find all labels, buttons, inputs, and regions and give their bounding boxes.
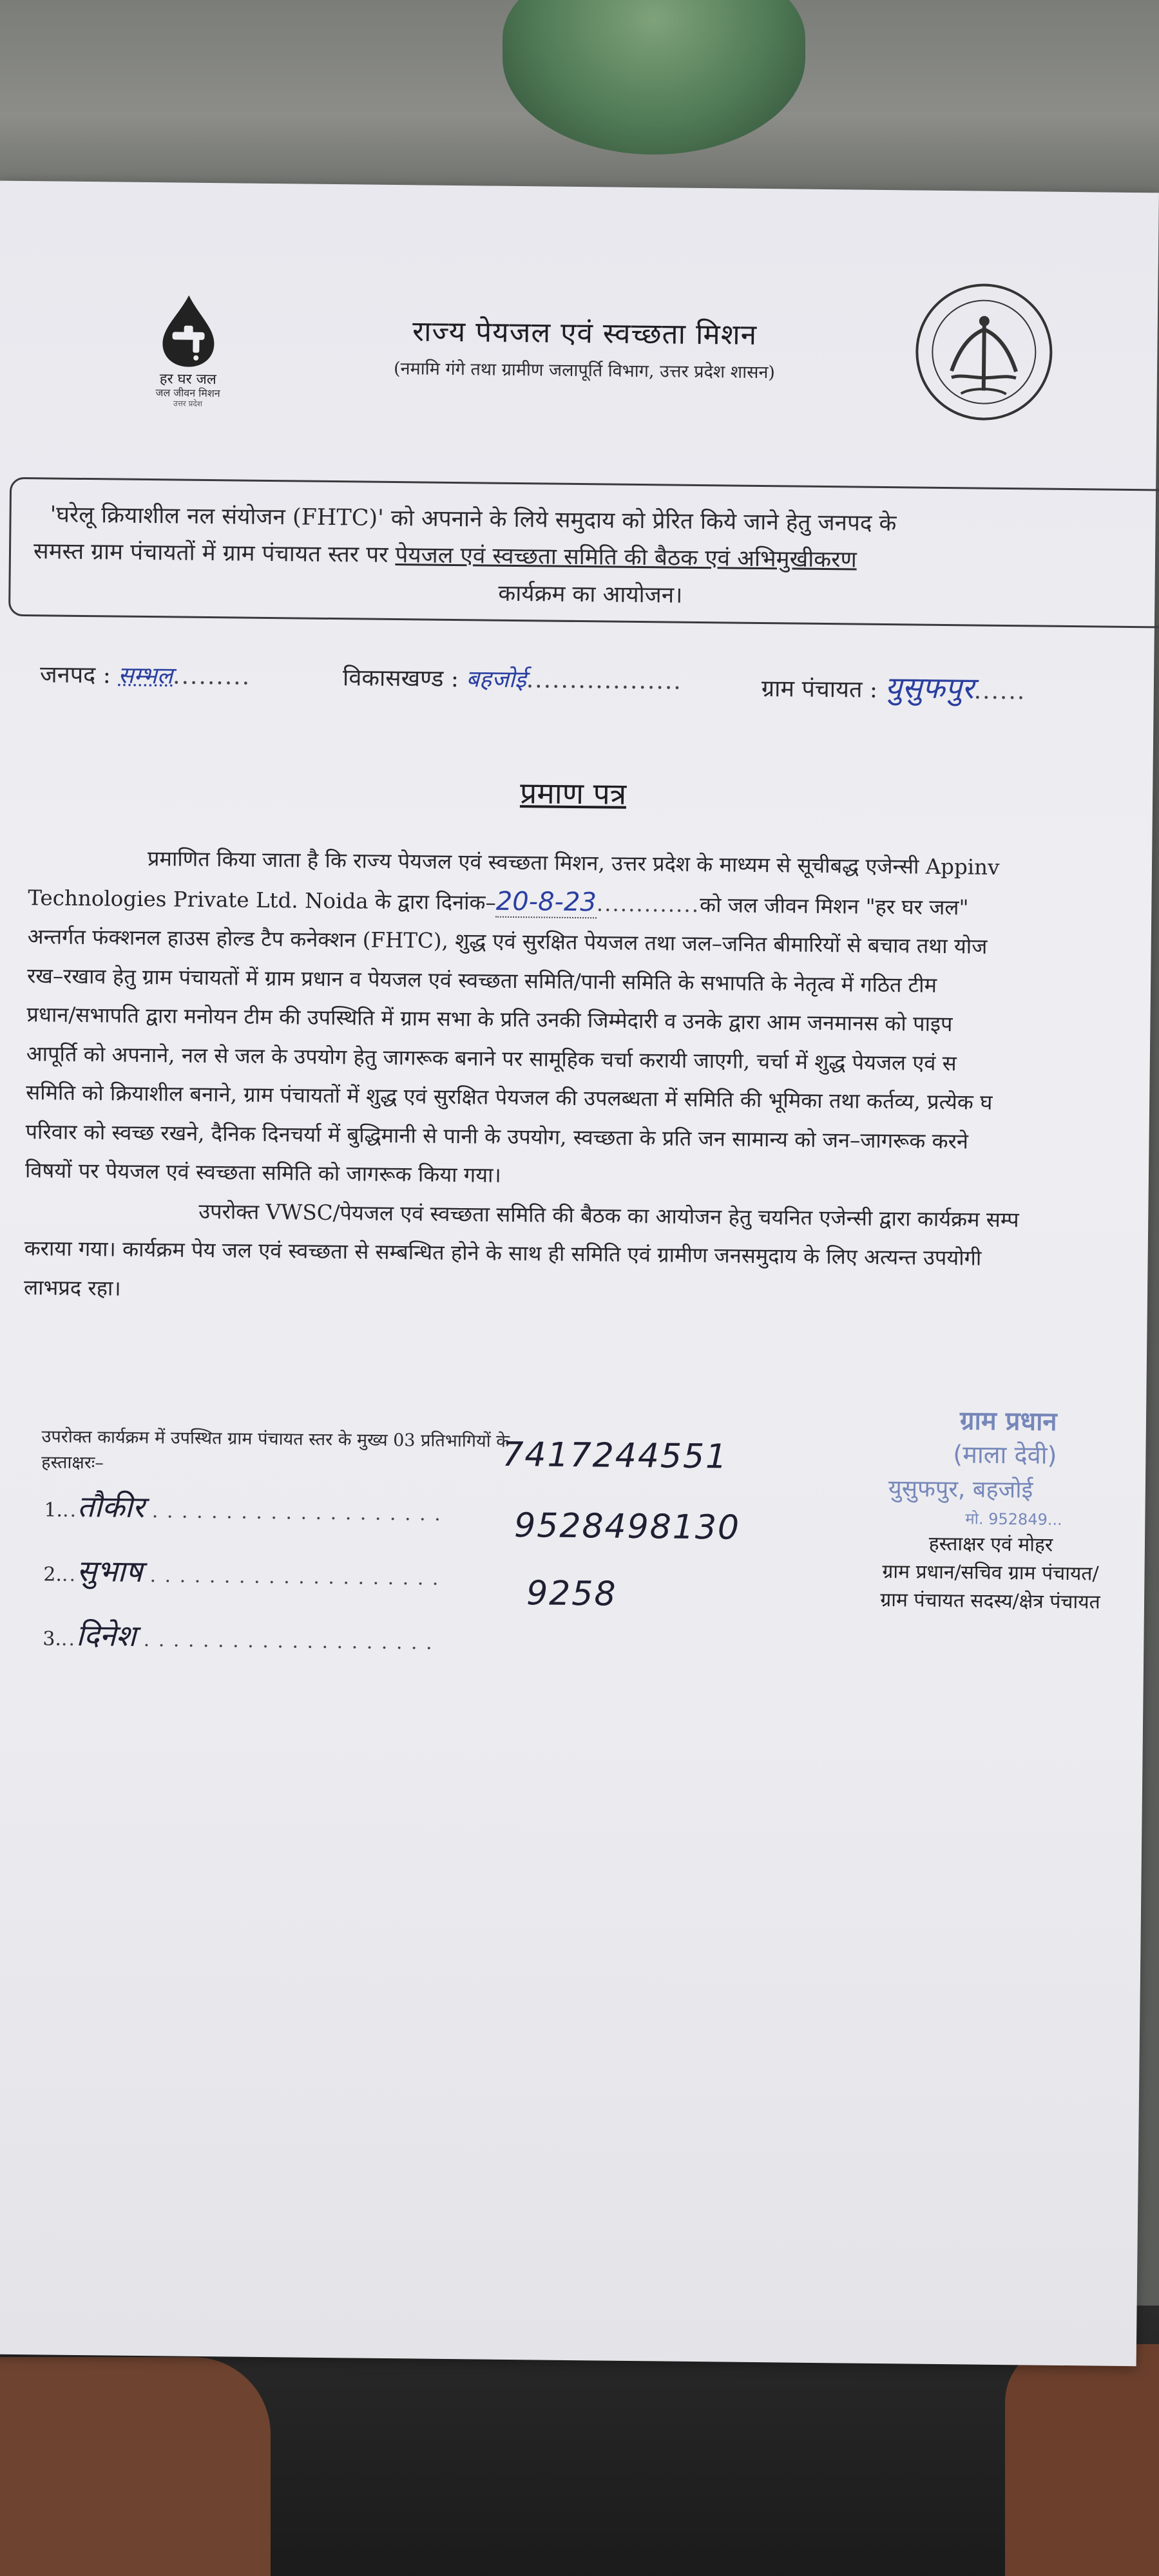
signatories-heading-line-1: उपरोक्त कार्यक्रम में उपस्थित ग्राम पंचायत स्तर के मुख्य 03 प्रतिभागियों के [41, 1426, 510, 1452]
sign-label-line-1: हस्ताक्षर एवं मोहर [928, 1532, 1053, 1557]
signatory-3 [43, 1614, 434, 1658]
panchayat-field [761, 665, 1026, 708]
dotted-line: . . . . . . . . . . . . . . . . . . . . [142, 1564, 440, 1590]
signatory-phone-1: 7417244551 [502, 1435, 729, 1477]
program-line-2-text: समस्त ग्राम पंचायतों में ग्राम पंचायत स्तर पर [33, 538, 396, 569]
dotted-line: .. [61, 1563, 77, 1586]
dotted-line: .. [61, 1627, 77, 1651]
sign-label-line-2: ग्राम प्रधान/सचिव ग्राम पंचायत/ [882, 1560, 1099, 1586]
body-line: परिवार को स्वच्छ रखने, दैनिक दिनचर्या में बुद्धिमानी से पानी के उपयोग, स्वच्छता के प्रति जन सामान्य को जन–जागरूक करने [25, 1119, 969, 1153]
body-line: समिति को क्रियाशील बनाने, ग्राम पंचायतों में शुद्ध एवं सुरक्षित पेयजल की उपलब्धता में समिति की भूमिका तथा कर्तव्य, प्रत्येक घ [26, 1080, 993, 1115]
program-title-box [8, 477, 1159, 629]
district-label: जनपद : [39, 661, 111, 689]
logo-text-2: जल जीवन मिशन [155, 386, 220, 400]
signatory-signature: सुभाष [76, 1553, 143, 1589]
block-field [343, 661, 682, 696]
signatory-signature: दिनेश [75, 1617, 137, 1653]
signatory-2 [43, 1549, 440, 1593]
page-subtitle: (नमामि गंगे तथा ग्रामीण जलापूर्ति विभाग, उत्तर प्रदेश शासन) [393, 358, 776, 383]
certificate-title: प्रमाण पत्र [519, 775, 627, 811]
pradhan-stamp [849, 1401, 1121, 1551]
dotted-line: . . . . . . . . . . . . . . . . . . . . [136, 1628, 434, 1654]
logo-text-1: हर घर जल [159, 371, 216, 388]
body-line: विषयों पर पेयजल एवं स्वच्छता समिति को जागरूक किया गया। [24, 1158, 502, 1188]
background-fabric-left [0, 2357, 271, 2576]
body-line: प्रमाणित किया जाता है कि राज्य पेयजल एवं स्वच्छता मिशन, उत्तर प्रदेश के माध्यम से सूचीबद्ध एजेन्सी Appinv [147, 846, 1000, 880]
dotted-line: ............. [596, 891, 700, 917]
district-value: सम्भल [118, 662, 173, 690]
logo-text-3: उत्तर प्रदेश [173, 399, 202, 408]
body-line: उपरोक्त VWSC/पेयजल एवं स्वच्छता समिति की बैठक का आयोजन हेतु चयनित एजेन्सी द्वारा कार्यक्रम सम्प [198, 1198, 1019, 1232]
body-line: प्रधान/सभापति द्वारा मनोयन टीम की उपस्थिति में ग्राम सभा के प्रति उनकी जिम्मेदारी व उनके द्वारा आम जनमानस को पाइप [26, 1002, 953, 1037]
header-title-block [359, 310, 810, 383]
stamp-line-1: ग्राम प्रधान [959, 1406, 1057, 1437]
stamp-line-4: मो. 952849... [965, 1510, 1062, 1529]
dotted-line: ...... [973, 677, 1026, 705]
block-label: विकासखण्ड : [342, 665, 459, 693]
program-line-2-underlined: पेयजल एवं स्वच्छता समिति की बैठक एवं अभिमुखीकरण [395, 542, 857, 573]
signatory-phone-2: 9528498130 [513, 1506, 741, 1548]
date-value: 20-8-23 [495, 886, 597, 917]
signatory-number: 2. [43, 1563, 62, 1586]
up-government-emblem-icon [912, 280, 1055, 423]
stamp-line-3: युसुफपुर, बहजोई [888, 1475, 1033, 1504]
stamp-line-2: (माला देवी) [953, 1440, 1057, 1470]
location-fields [39, 658, 1159, 706]
signatory-1 [44, 1485, 442, 1529]
signatory-number: 1. [44, 1499, 63, 1522]
sign-label-line-3: ग्राम पंचायत सदस्य/क्षेत्र पंचायत [880, 1589, 1100, 1614]
program-line-1: 'घरेलू क्रियाशील नल संयोजन (FHTC)' को अपनाने के लिये समुदाय को प्रेरित किये जाने हेतु जनपद के [50, 502, 897, 537]
district-field [40, 658, 251, 691]
body-line: रख–रखाव हेतु ग्राम पंचायतों में ग्राम प्रधान व पेयजल एवं स्वच्छता समिति/पानी समिति के सभापति के नेतृत्व में गठित टीम [26, 963, 937, 998]
dotted-line: . . . . . . . . . . . . . . . . . . . . [144, 1500, 442, 1526]
body-line: अन्तर्गत फंक्शनल हाउस होल्ड टैप कनेक्शन (FHTC), शुद्ध एवं सुरक्षित पेयजल तथा जल–जनित बीमारियों से बचाव तथा योज [27, 924, 988, 959]
signatories-heading-line-2: हस्ताक्षरः– [41, 1452, 104, 1473]
signatory-number: 3. [43, 1627, 62, 1651]
document-page [0, 181, 1159, 2367]
body-line: आपूर्ति को अपनाने, नल से जल के उपयोग हेतु जागरूक बनाने पर सामूहिक चर्चा करायी जाएगी, चर्चा में शुद्ध पेयजल एवं स [26, 1041, 957, 1075]
block-value: बहजोई [466, 666, 527, 694]
certificate-body [24, 838, 1159, 1319]
panchayat-label: ग्राम पंचायत : [761, 676, 878, 703]
panchayat-value: युसुफपुर [885, 670, 975, 706]
dotted-line: .................. [526, 667, 683, 695]
har-ghar-jal-logo [136, 292, 240, 409]
dotted-line: .. [62, 1499, 78, 1522]
program-line-3: कार्यक्रम का आयोजन। [498, 580, 683, 609]
body-line: लाभप्रद रहा। [23, 1274, 121, 1301]
signatory-signature: तौकीर [77, 1488, 145, 1525]
date-suffix: को जल जीवन मिशन "हर घर जल" [699, 892, 969, 920]
page-title: राज्य पेयजल एवं स्वच्छता मिशन [412, 315, 758, 352]
signatory-phone-3: 9258 [526, 1574, 617, 1614]
water-drop-tap-icon [153, 292, 224, 370]
background-fabric-right [1005, 2344, 1159, 2576]
date-prefix: Technologies Private Ltd. Noida के द्वारा दिनांक– [28, 885, 496, 915]
body-line: कराया गया। कार्यक्रम पेय जल एवं स्वच्छता से सम्बन्धित होने के साथ ही समिति एवं ग्रामीण जनसमुदाय के लिए अत्यन्त उपयोगी [24, 1236, 982, 1271]
signature-and-seal-label [836, 1529, 1145, 1617]
dotted-line: ......... [172, 663, 251, 690]
